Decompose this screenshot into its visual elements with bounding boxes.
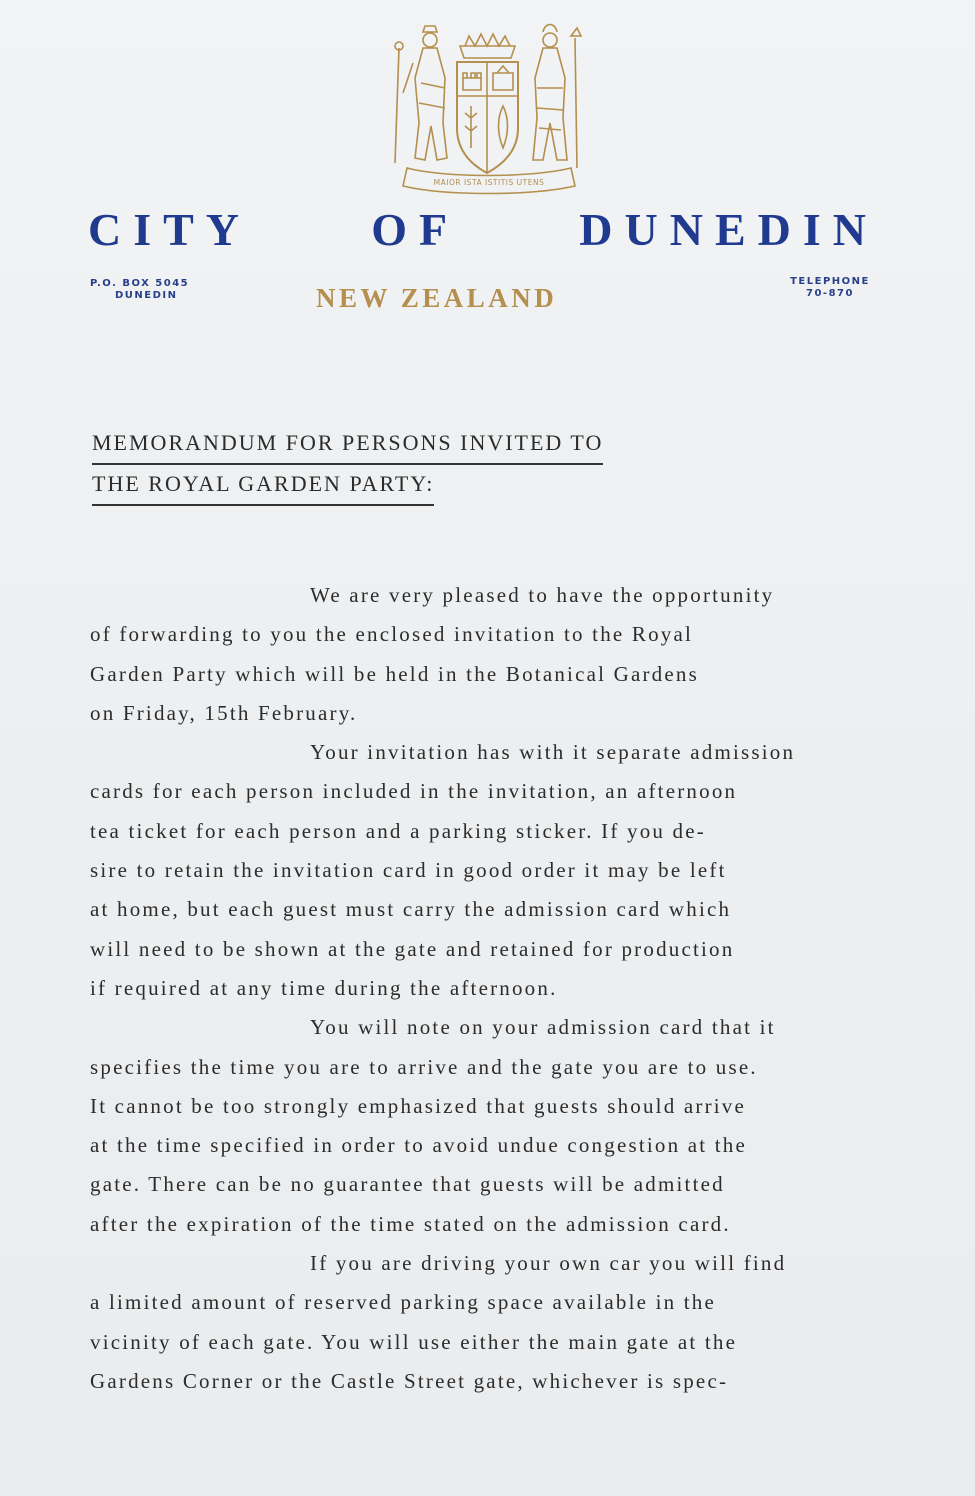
city-word: CITY xyxy=(88,204,252,255)
body-line: a limited amount of reserved parking space available in the xyxy=(90,1290,717,1315)
body-line: sire to retain the invitation card in good order it may be left xyxy=(90,858,727,883)
body-line: It cannot be too strongly emphasized that guests should arrive xyxy=(90,1093,747,1118)
telephone-label: TELEPHONE xyxy=(790,276,870,287)
telephone-number: 70-870 xyxy=(806,288,854,299)
city-title xyxy=(88,200,878,260)
body-line: We are very pleased to have the opportunity xyxy=(310,583,775,607)
po-box-line: P.O. BOX 5045 xyxy=(90,278,190,289)
body-line: tea ticket for each person and a parking sticker. If you de- xyxy=(90,818,706,843)
memo-body xyxy=(84,576,954,1401)
body-line: will need to be shown at the gate and retained for production xyxy=(90,936,735,961)
country-name: NEW ZEALAND xyxy=(316,283,558,313)
body-line: at the time specified in order to avoid undue congestion at the xyxy=(90,1133,748,1158)
svg-text:MAIOR ISTA ISTITIS UTENS: MAIOR ISTA ISTITIS UTENS xyxy=(433,178,545,187)
body-line: You will note on your admission card that it xyxy=(310,1015,776,1040)
body-line: after the expiration of the time stated on the admission card. xyxy=(90,1211,731,1236)
body-line: Garden Party which will be held in the Botanical Gardens xyxy=(90,661,699,686)
coat-of-arms-icon xyxy=(385,18,590,198)
body-line: of forwarding to you the enclosed invitation to the Royal xyxy=(90,622,694,647)
po-box-address xyxy=(90,278,210,302)
body-line: if required at any time during the afternoon. xyxy=(90,975,558,1000)
body-line: on Friday, 15th February. xyxy=(90,700,358,725)
body-line: specifies the time you are to arrive and the gate you are to use. xyxy=(90,1054,758,1079)
body-line: Your invitation has with it separate admission xyxy=(310,740,796,765)
memo-heading-line1: MEMORANDUM FOR PERSONS INVITED TO xyxy=(92,424,603,465)
body-line: gate. There can be no guarantee that guests will be admitted xyxy=(90,1172,725,1197)
body-line: at home, but each guest must carry the admission card which xyxy=(90,897,732,922)
body-line: If you are driving your own car you will find xyxy=(310,1251,787,1276)
po-box-city: DUNEDIN xyxy=(115,290,178,301)
memo-heading-line2: THE ROYAL GARDEN PARTY: xyxy=(92,465,434,506)
body-line: vicinity of each gate. You will use either the main gate at the xyxy=(90,1329,738,1354)
of-word: OF xyxy=(371,204,460,255)
telephone-block xyxy=(780,276,880,300)
body-line: cards for each person included in the invitation, an afternoon xyxy=(90,779,738,804)
memo-heading xyxy=(92,424,603,506)
body-line: Gardens Corner or the Castle Street gate, whichever is spec- xyxy=(90,1368,729,1393)
dunedin-word: DUNEDIN xyxy=(579,204,878,255)
